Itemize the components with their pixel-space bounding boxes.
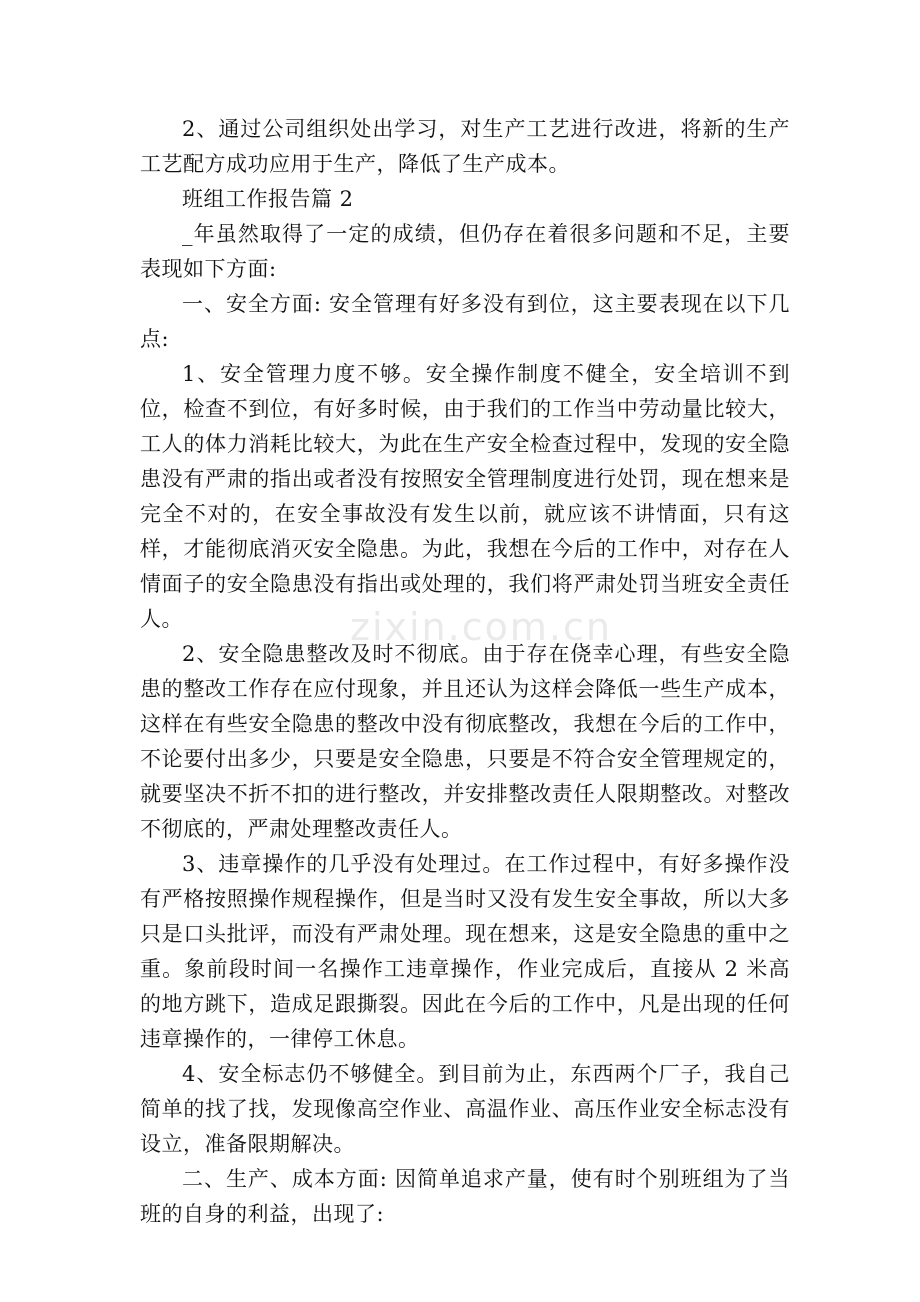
paragraph-process-improvement: 2、通过公司组织处出学习，对生产工艺进行改进，将新的生产工艺配方成功应用于生产，降低了生产成本。 — [140, 117, 790, 176]
paragraph-production-cost: 二、生产、成本方面: 因简单追求产量，使有时个别班组为了当班的自身的利益，出现了: — [140, 1167, 790, 1226]
document-body — [140, 112, 790, 1232]
watermark: zixin.com.cn — [350, 605, 612, 649]
paragraph-intro: _年虽然取得了一定的成绩，但仍存在着很多问题和不足，主要表现如下方面: — [140, 222, 790, 281]
paragraph-safety-heading: 一、安全方面: 安全管理有好多没有到位，这主要表现在以下几点: — [140, 292, 790, 351]
paragraph-safety-item-2: 2、安全隐患整改及时不彻底。由于存在侥幸心理，有些安全隐患的整改工作存在应付现象，并且还认为这样会降低一些生产成本，这样在有些安全隐患的整改中没有彻底整改，我想在今后的工作中，不论要付出多少，只要是安全隐患，只要是不符合安全管理规定的，就要坚决不折不扣的进行整改，并安排整改责任人限期整改。对整改不彻底的，严肃处理整改责任人。 — [140, 642, 790, 841]
paragraph-safety-item-1: 1、安全管理力度不够。安全操作制度不健全，安全培训不到位，检查不到位，有好多时候，由于我们的工作当中劳动量比较大，工人的体力消耗比较大，为此在生产安全检查过程中，发现的安全隐患没有严肃的指出或者没有按照安全管理制度进行处罚，现在想来是完全不对的，在安全事故没有发生以前，就应该不讲情面，只有这样，才能彻底消灭安全隐患。为此，我想在今后的工作中，对存在人情面子的安全隐患没有指出或处理的，我们将严肃处罚当班安全责任人。 — [140, 362, 790, 631]
section-heading: 班组工作报告篇 2 — [182, 187, 354, 211]
paragraph-safety-item-3: 3、违章操作的几乎没有处理过。在工作过程中，有好多操作没有严格按照操作规程操作，但是当时又没有发生安全事故，所以大多只是口头批评，而没有严肃处理。现在想来，这是安全隐患的重中之重。象前段时间一名操作工违章操作，作业完成后，直接从 2 米高的地方跳下，造成足跟撕裂。因此在今后的工作中，凡是出现的任何违章操作的，一律停工休息。 — [140, 852, 790, 1051]
paragraph-safety-item-4: 4、安全标志仍不够健全。到目前为止，东西两个厂子，我自己简单的找了找，发现像高空作业、高温作业、高压作业安全标志没有设立，准备限期解决。 — [140, 1062, 790, 1156]
